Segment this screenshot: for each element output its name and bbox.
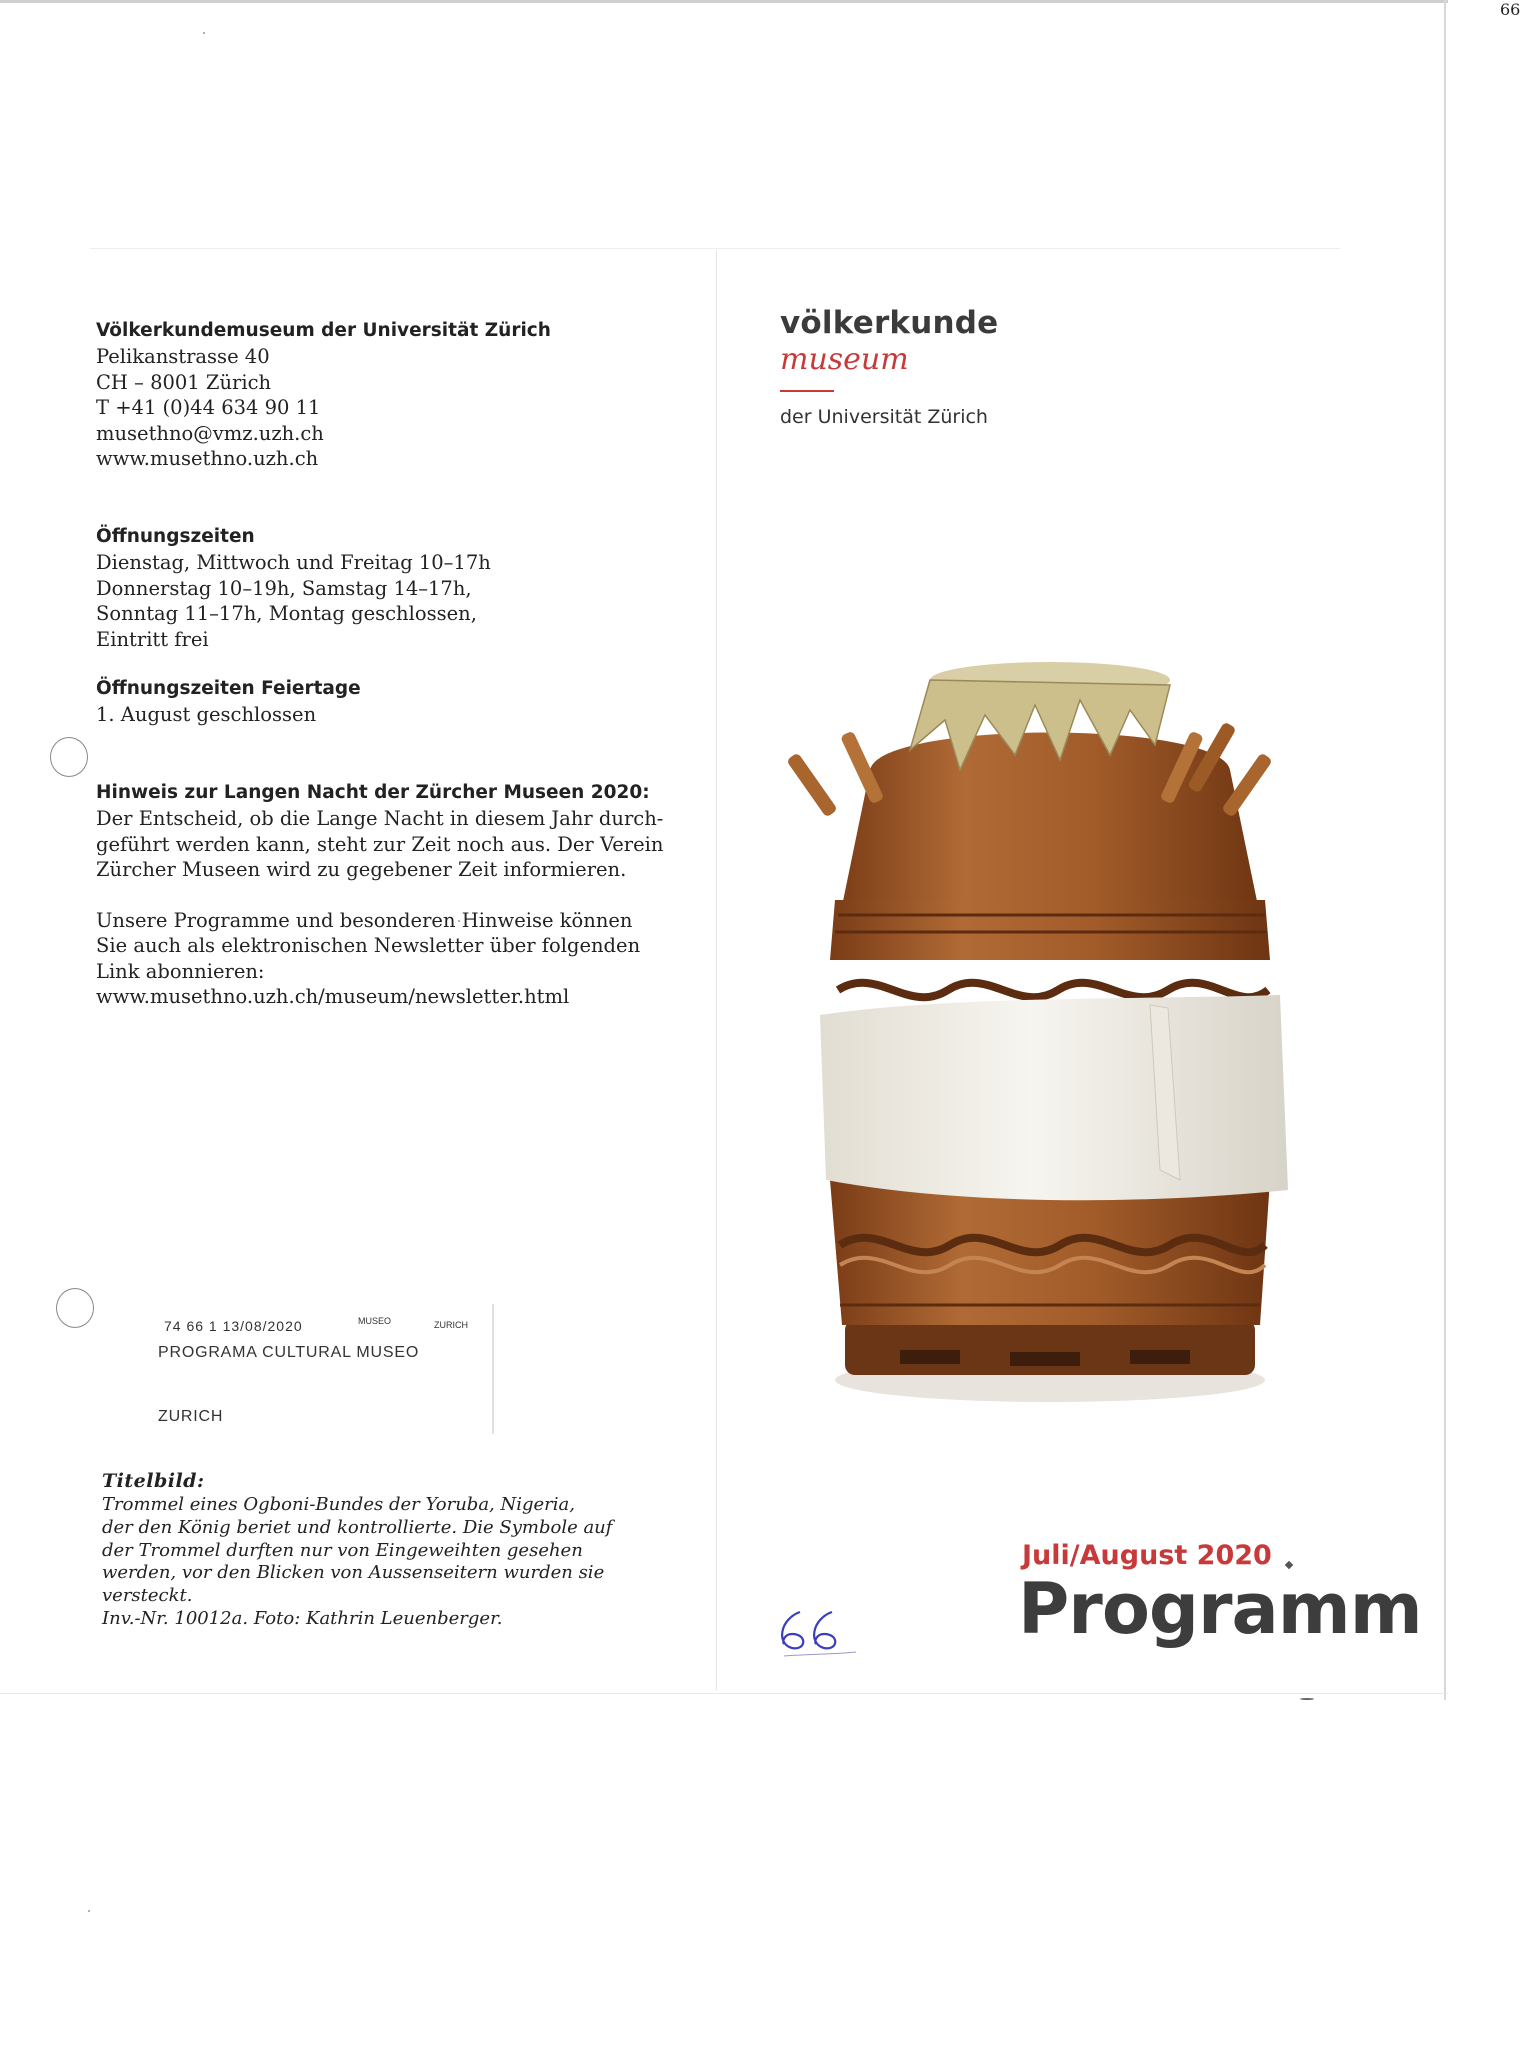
museum-name: Völkerkundemuseum der Universität Zürich: [96, 320, 551, 341]
fold-line-center: [716, 250, 717, 1690]
logo-line-museum: museum: [780, 342, 909, 377]
caption-line: werden, vor den Blicken von Aussenseitern wurden sie: [102, 1562, 605, 1584]
address-city: CH – 8001 Zürich: [96, 370, 272, 394]
logo-rule: [780, 390, 834, 392]
notice-line: Unsere Programme und besonderen Hinweise können: [96, 908, 633, 932]
opening-hours-line: Eintritt frei: [96, 627, 209, 651]
cover-caption: [102, 1468, 612, 1631]
drum-base: [845, 1320, 1255, 1375]
opening-hours-line: Dienstag, Mittwoch und Freitag 10–17h: [96, 551, 491, 574]
logo-line-university: der Universität Zürich: [780, 406, 988, 428]
holiday-hours-block: [96, 676, 361, 728]
punch-hole: [50, 737, 88, 777]
cover-season: Juli/August 2020: [1022, 1540, 1272, 1571]
caption-title: Titelbild:: [102, 1470, 205, 1492]
page-bottom-edge: [0, 1693, 1448, 1694]
notice-line: Der Entscheid, ob die Lange Nacht in diesem Jahr durch-: [96, 807, 664, 830]
caption-line: der Trommel durften nur von Eingeweihten gesehen: [102, 1539, 583, 1561]
cover-title: Programm: [1018, 1568, 1422, 1650]
notice-heading: Hinweis zur Langen Nacht der Zürcher Museen 2020:: [96, 782, 650, 803]
punch-hole: [56, 1288, 94, 1328]
address-email[interactable]: musethno@vmz.uzh.ch: [96, 421, 324, 445]
drum-cloth: [820, 995, 1288, 1200]
address-block: [96, 318, 551, 472]
caption-line: Trommel eines Ogboni-Bundes der Yoruba, Nigeria,: [102, 1494, 575, 1515]
notice-line: geführt werden kann, steht zur Zeit noch aus. Der Verein: [96, 832, 664, 856]
archive-label-city: ZURICH: [158, 1408, 224, 1425]
archive-label-edge: [492, 1304, 494, 1434]
scan-top-edge: [0, 0, 1448, 3]
drum-photo: [760, 660, 1320, 1410]
holiday-hours-heading: Öffnungszeiten Feiertage: [96, 678, 361, 699]
notice-line: Link abonnieren:: [96, 959, 265, 983]
notice-line: Sie auch als elektronischen Newsletter über folgenden: [96, 934, 641, 957]
address-website[interactable]: www.musethno.uzh.ch: [96, 447, 319, 470]
archive-label-numbers: 74 66 1 13/08/2020: [164, 1318, 303, 1334]
address-street: Pelikanstrasse 40: [96, 345, 270, 368]
museum-logo: [780, 304, 998, 428]
archive-label-title: PROGRAMA CULTURAL MUSEO: [158, 1344, 420, 1361]
scan-right-edge: [1444, 0, 1446, 1700]
logo-line-voelkerkunde: völkerkunde: [780, 305, 999, 341]
caption-line: der den König beriet und kontrollierte. Die Symbole auf: [102, 1516, 613, 1538]
notice-block: [96, 780, 663, 1010]
archive-label-tag: MUSEO: [358, 1316, 392, 1326]
scan-speck: [203, 32, 205, 34]
caption-line: versteckt.: [102, 1585, 193, 1607]
opening-hours-heading: Öffnungszeiten: [96, 526, 255, 547]
archive-label: [148, 1304, 493, 1434]
newsletter-link[interactable]: www.musethno.uzh.ch/museum/newsletter.html: [96, 985, 570, 1008]
handwritten-number: [770, 1604, 860, 1662]
address-phone: T +41 (0)44 634 90 11: [96, 396, 321, 419]
notice-line: Zürcher Museen wird zu gegebener Zeit informieren.: [96, 858, 627, 881]
archive-label-tag: ZURICH: [434, 1320, 468, 1330]
opening-hours-line: Donnerstag 10–19h, Samstag 14–17h,: [96, 576, 472, 600]
opening-hours-block: [96, 524, 491, 652]
fold-line-top: [90, 248, 1340, 249]
holiday-hours-line: 1. August geschlossen: [96, 703, 317, 726]
scan-speck: [88, 1910, 90, 1912]
scan-speck: [1300, 1698, 1314, 1700]
handwritten-number-text: 66: [1500, 0, 1520, 19]
opening-hours-line: Sonntag 11–17h, Montag geschlossen,: [96, 602, 477, 625]
caption-line: Inv.-Nr. 10012a. Foto: Kathrin Leuenberger.: [102, 1607, 503, 1629]
